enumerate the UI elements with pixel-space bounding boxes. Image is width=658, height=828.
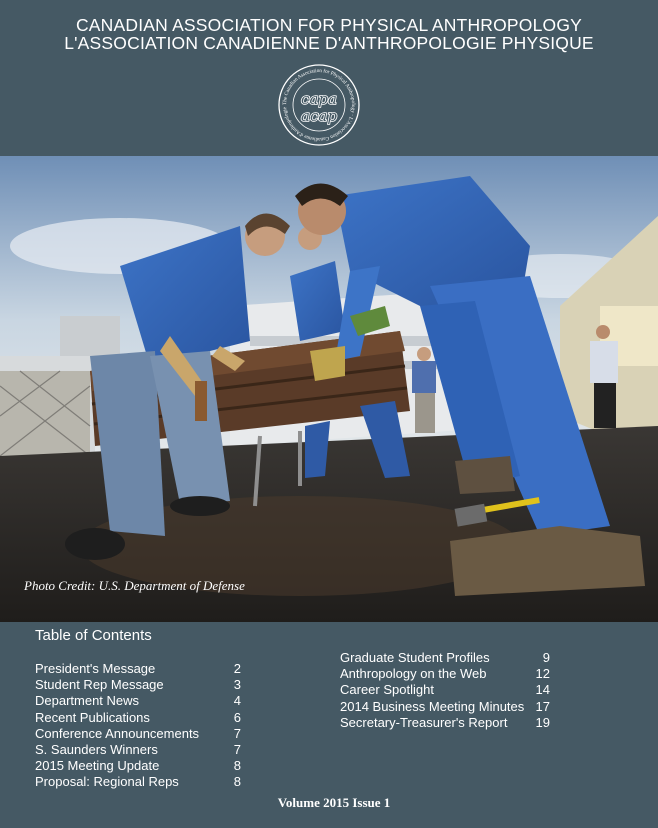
cover-photo xyxy=(0,156,658,622)
toc-item-page: 6 xyxy=(233,709,241,725)
toc-item[interactable] xyxy=(340,715,550,731)
capa-acap-seal-icon xyxy=(277,63,361,147)
toc-item-label: 2014 Business Meeting Minutes xyxy=(340,698,525,714)
title-english: CANADIAN ASSOCIATION FOR PHYSICAL ANTHROPOLOGY xyxy=(75,15,583,35)
toc-item-label: Recent Publications xyxy=(35,709,150,725)
toc-heading: Table of Contents xyxy=(35,627,152,644)
toc-item[interactable] xyxy=(35,742,241,758)
toc-item[interactable] xyxy=(340,699,550,715)
photo-credit: Photo Credit: U.S. Department of Defense xyxy=(24,578,245,593)
toc-item-label: Conference Announcements xyxy=(35,725,200,741)
title-french: L'ASSOCIATION CANADIENNE D'ANTHROPOLOGIE PHYSIQUE xyxy=(64,33,594,53)
toc-item[interactable] xyxy=(35,758,241,774)
toc-item-label: 2015 Meeting Update xyxy=(35,758,160,774)
toc-item-page: 7 xyxy=(233,741,241,757)
toc-item[interactable] xyxy=(35,726,241,742)
toc-item-label: President's Message xyxy=(35,661,156,676)
cover-header xyxy=(0,0,658,156)
toc-item-label: S. Saunders Winners xyxy=(35,741,158,757)
toc-item-page: 12 xyxy=(535,666,550,682)
toc-item[interactable] xyxy=(35,677,241,693)
volume-issue: Volume 2015 Issue 1 xyxy=(277,795,391,810)
toc-item[interactable] xyxy=(340,666,550,682)
toc-item-label: Secretary-Treasurer's Report xyxy=(340,714,508,730)
toc-right-column xyxy=(340,650,550,731)
toc-item-page: 8 xyxy=(233,758,241,774)
toc-item-label: Proposal: Regional Reps xyxy=(35,774,179,790)
toc-item-label: Department News xyxy=(35,693,140,709)
toc-item-page: 2 xyxy=(233,661,241,676)
toc-item[interactable] xyxy=(35,774,241,790)
toc-item-label: Career Spotlight xyxy=(340,682,434,698)
toc-left-column xyxy=(35,661,241,791)
toc-item-page: 14 xyxy=(535,682,550,698)
toc-item-label: Anthropology on the Web xyxy=(340,666,487,682)
toc-item[interactable] xyxy=(340,682,550,698)
toc-item-page: 19 xyxy=(535,714,550,730)
toc-item-page: 17 xyxy=(535,698,550,714)
toc-item[interactable] xyxy=(35,710,241,726)
toc-item-page: 3 xyxy=(233,677,241,693)
svg-text:The Canadian Association for P: The Canadian Association for Physical Anthropology · L'Association Canadienne d'Anthropologie xyxy=(281,67,357,143)
toc-item-page: 7 xyxy=(233,725,241,741)
toc-item-page: 8 xyxy=(233,774,241,790)
toc-item-page: 4 xyxy=(233,693,241,709)
toc-item-page: 9 xyxy=(542,650,550,665)
svg-text:capa: capa xyxy=(301,90,337,108)
toc-item[interactable] xyxy=(35,661,241,677)
toc-item[interactable] xyxy=(35,693,241,709)
toc-item-label: Graduate Student Profiles xyxy=(340,650,490,665)
toc-item-label: Student Rep Message xyxy=(35,677,164,693)
toc-item[interactable] xyxy=(340,650,550,666)
svg-text:acap: acap xyxy=(301,107,337,125)
